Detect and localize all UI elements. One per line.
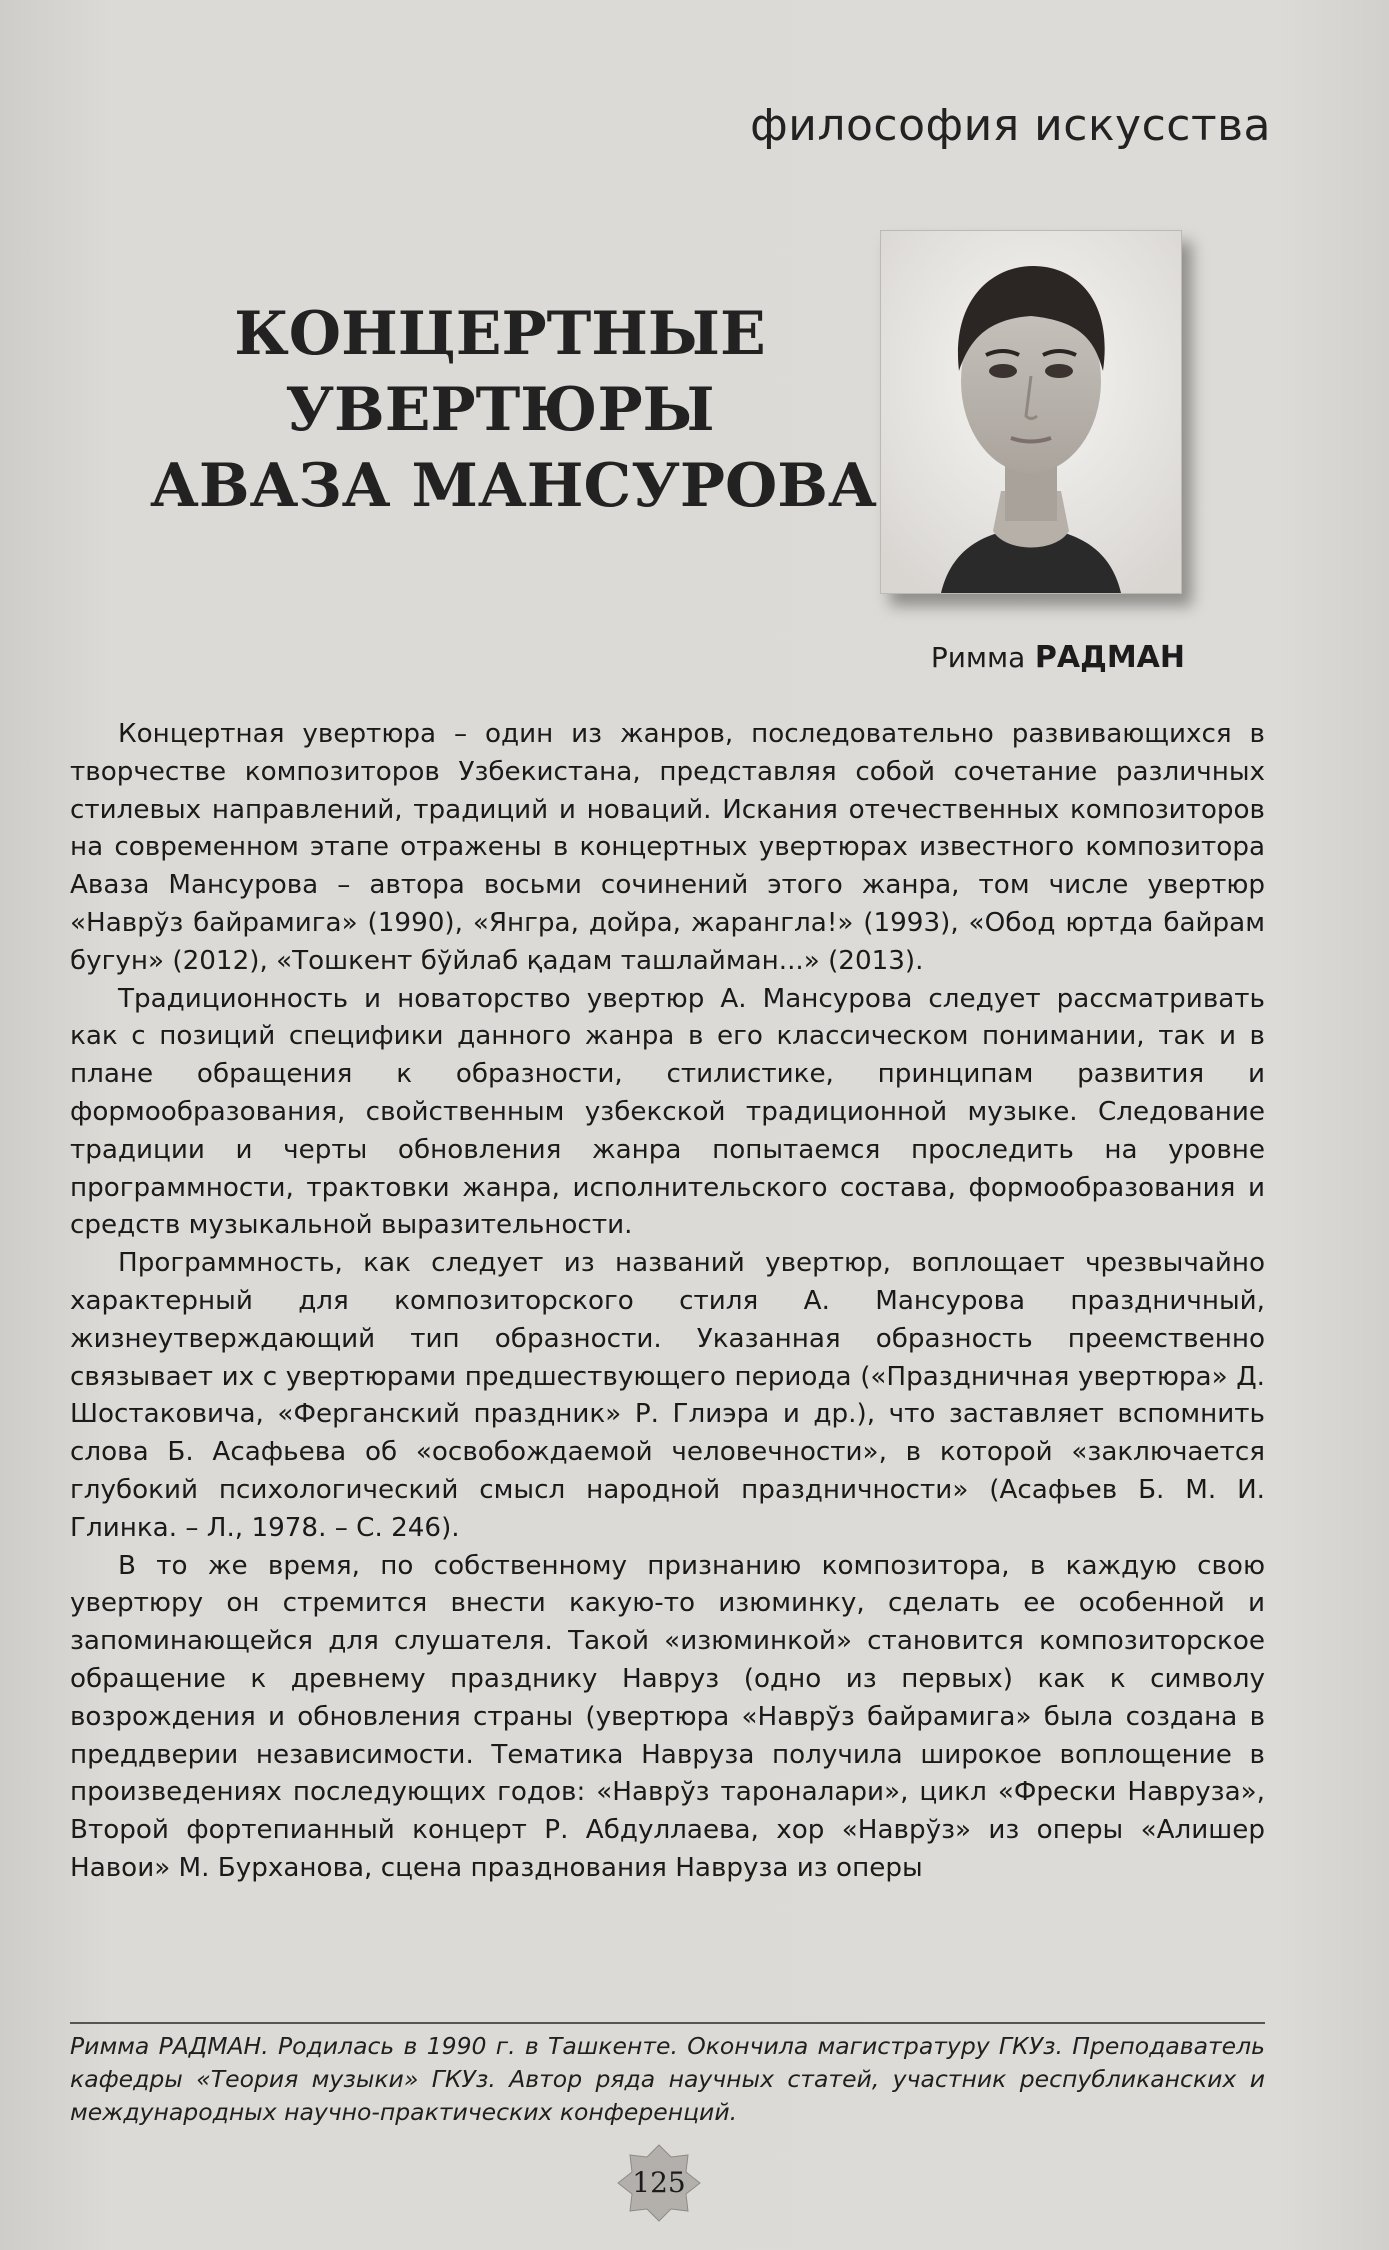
- article-title: [150, 296, 877, 524]
- paragraph-4: В то же время, по собственному признанию композитора, в каждую свою увертюру он стремится внести какую-то изюминку, сделать ее особенной и запоминающейся для слушателя. Такой «изюминкой» становится композиторское обращение к древнему празднику Навруз (одно из первых) как к символу возрождения и обновления страны (увертюра «Наврўз байрамига» была создана в преддверии независимости. Тематика Навруза получила широкое воплощение в произведениях последующих годов: «Наврўз тароналари», цикл «Фрески Навруза», Второй фортепианный концерт Р. Абдуллаева, хор «Наврўз» из оперы «Алишер Навои» М. Бурханова, сцена празднования Навруза из оперы: [70, 1550, 1265, 1883]
- author-last-name: РАДМАН: [1034, 640, 1185, 675]
- paragraph-2: Традиционность и новаторство увертюр А. Мансурова следует рассматривать как с позиций специфики данного жанра в его классическом понимании, так и в плане обращения к образности, стилистике, принципам развития и формообразования, свойственным узбекской традиционной музыке. Следование традиции и черты обновления жанра попытаемся проследить на уровне программности, трактовки жанра, исполнительского состава, формообразования и средств музыкальной выразительности.: [70, 983, 1265, 1241]
- author-portrait-image: [881, 231, 1181, 593]
- page-number: 125: [632, 2166, 686, 2199]
- author-photo: [880, 230, 1182, 594]
- paragraph-3: Программность, как следует из названий увертюр, воплощает чрезвычайно характерный для композиторского стиля А. Мансурова праздничный, жизнеутверждающий тип образности. Указанная образность преемственно связывает их с увертюрами предшествующего периода («Праздничная увертюра» Д. Шостаковича, «Ферганский праздник» Р. Глиэра и др.), что заставляет вспомнить слова Б. Асафьева об «освобождаемой человечности», в которой «заключается глубокий психологический смысл народной праздничности» (Асафьев Б. М. И. Глинка. – Л., 1978. – С. 246).: [70, 1248, 1265, 1543]
- article-body: [70, 716, 1265, 1888]
- title-line-3: АВАЗА МАНСУРОВА: [150, 451, 877, 521]
- title-line-1: КОНЦЕРТНЫЕ: [234, 299, 766, 369]
- author-bio: Римма РАДМАН. Родилась в 1990 г. в Ташкенте. Окончила магистратуру ГКУз. Преподаватель кафедры «Теория музыки» ГКУз. Автор ряда научных статей, участник республиканских и международных научно-практических конференций.: [70, 2032, 1265, 2126]
- page-number-badge: [614, 2143, 704, 2223]
- author-name: [931, 640, 1185, 675]
- section-label: философия искусства: [750, 100, 1271, 151]
- title-line-2: УВЕРТЮРЫ: [285, 375, 715, 445]
- footnote-divider: [70, 2022, 1265, 2024]
- author-first-name: Римма: [930, 641, 1026, 674]
- paragraph-1: Концертная увертюра – один из жанров, последовательно развивающихся в творчестве композиторов Узбекистана, представляя собой сочетание различных стилевых направлений, традиций и новаций. Искания отечественных композиторов на современном этапе отражены в концертных увертюрах известного композитора Аваза Мансурова – автора восьми сочинений этого жанра, том числе увертюр «Наврўз байрамига» (1990), «Янгра, дойра, жарангла!» (1993), «Обод юртда байрам бугун» (2012), «Тошкент бўйлаб қадам ташлайман...» (2013).: [70, 719, 1265, 976]
